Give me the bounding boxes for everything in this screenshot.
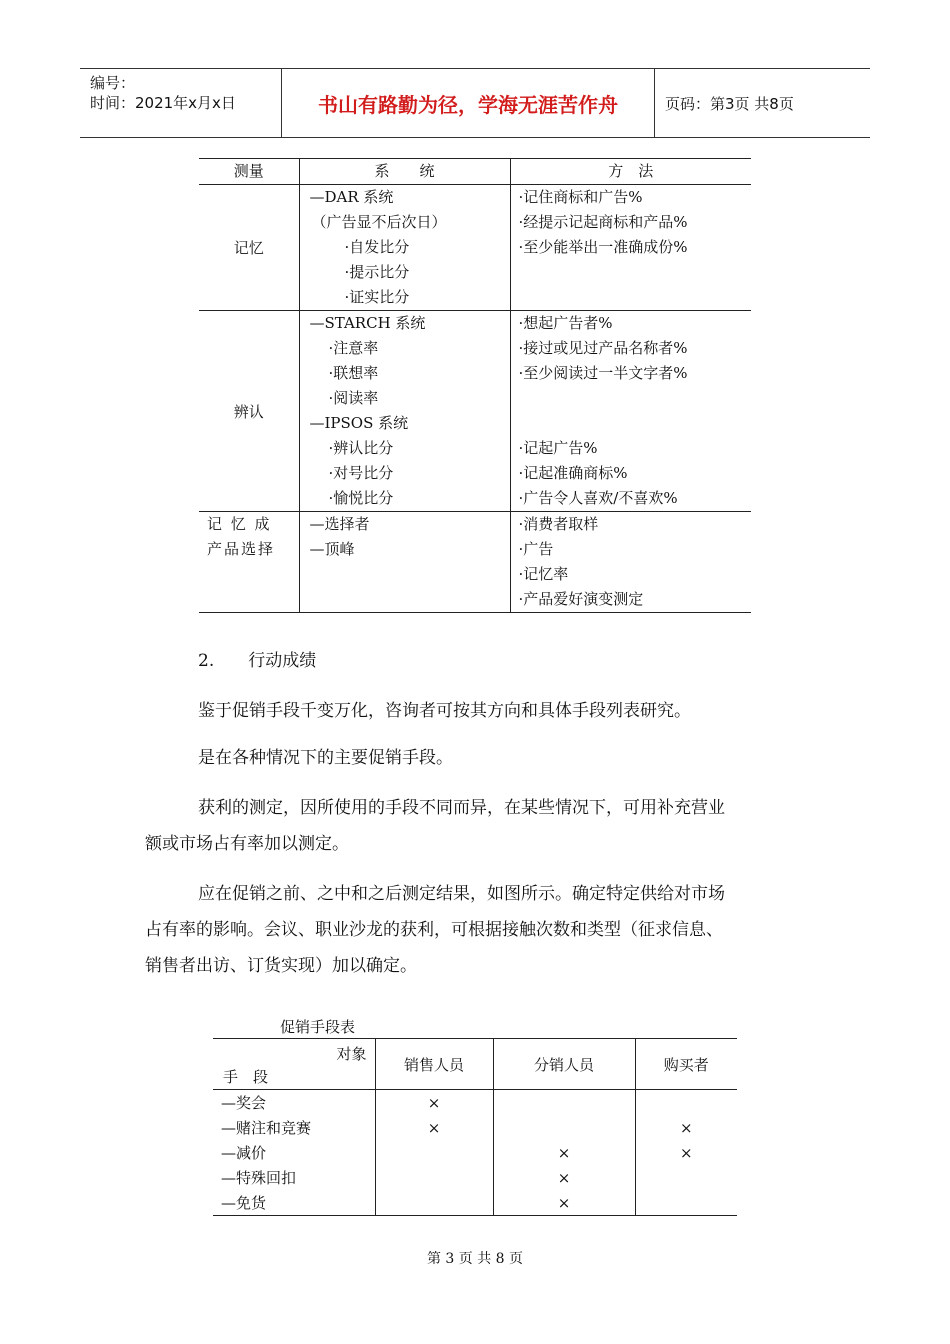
mark-cell: × — [375, 1115, 493, 1140]
measure-cell: 记 忆 成 产品选择 — [199, 512, 299, 613]
col-header-measure: 测量 — [199, 159, 299, 185]
system-line: ·阅读率 — [313, 389, 379, 407]
paragraph-3-line-1: 获利的测定，因所使用的手段不同而异，在某些情况下，可用补充营业 — [198, 798, 725, 818]
method-line: ·消费者取样 — [518, 515, 599, 533]
method-line: ·广告 — [518, 540, 554, 558]
paragraph-4-line-3: 销售者出访、订货实现）加以确定。 — [145, 956, 417, 976]
method-line: ·记起准确商标% — [518, 464, 628, 482]
method-line: ·记起广告% — [518, 439, 598, 457]
system-line: ·自发比分 — [329, 238, 410, 256]
mark-cell — [375, 1140, 493, 1165]
method-line — [519, 260, 752, 285]
mark-cell: × — [493, 1190, 635, 1216]
system-line: ·愉悦比分 — [313, 489, 394, 507]
system-line: （广告显不后次日） — [311, 213, 447, 231]
system-line: ·证实比分 — [329, 288, 410, 306]
row-label: —特殊回扣 — [221, 1169, 297, 1187]
mark-cell: × — [493, 1165, 635, 1190]
system-line: —顶峰 — [309, 540, 355, 558]
measure-cell: 辨认 — [199, 311, 299, 512]
method-line — [519, 285, 752, 310]
system-line: —DAR 系统 — [309, 188, 394, 206]
system-cell — [299, 512, 510, 613]
system-line: —IPSOS 系统 — [309, 414, 409, 432]
mark-cell: × — [493, 1140, 635, 1165]
header-meta — [80, 69, 282, 137]
paragraph-3-line-2: 额或市场占有率加以测定。 — [145, 834, 349, 854]
system-line: —STARCH 系统 — [309, 314, 426, 332]
method-line: ·广告令人喜欢/不喜欢% — [518, 489, 678, 507]
mark-cell — [375, 1165, 493, 1190]
mark-cell — [493, 1115, 635, 1140]
system-line: ·对号比分 — [313, 464, 394, 482]
method-cell — [510, 311, 751, 512]
system-line: ·联想率 — [313, 364, 379, 382]
mark-cell — [493, 1090, 635, 1116]
method-cell — [510, 185, 751, 311]
paragraph-1: 鉴于促销手段千变万化，咨询者可按其方向和具体手段列表研究。 — [198, 701, 691, 721]
paragraph-2: 是在各种情况下的主要促销手段。 — [198, 748, 453, 768]
col-header-buyer: 购买者 — [635, 1039, 737, 1090]
corner-top-label: 对象 — [336, 1045, 367, 1063]
page-header — [80, 68, 870, 138]
mark-cell: × — [375, 1090, 493, 1116]
col-header-sales: 销售人员 — [375, 1039, 493, 1090]
row-label: —免货 — [213, 1190, 375, 1216]
system-cell — [299, 185, 510, 311]
row-label: —减价 — [221, 1144, 267, 1162]
col-header-system: 系 统 — [299, 159, 510, 185]
system-cell — [299, 311, 510, 512]
method-line: ·经提示记起商标和产品% — [518, 213, 688, 231]
header-motto: 书山有路勤为径，学海无涯苦作舟 — [282, 69, 655, 137]
number-label: 编号： — [90, 74, 136, 92]
system-line — [310, 587, 510, 612]
mark-cell — [375, 1190, 493, 1216]
row-label: —赌注和竞赛 — [221, 1119, 312, 1137]
method-line: ·产品爱好演变测定 — [518, 590, 644, 608]
measure-cell: 记忆 — [199, 185, 299, 311]
mark-cell — [635, 1190, 737, 1216]
promotion-table — [213, 1038, 737, 1216]
measurement-table — [199, 158, 751, 613]
system-line: ·提示比分 — [329, 263, 410, 281]
system-line — [310, 562, 510, 587]
system-line: ·辨认比分 — [313, 439, 394, 457]
method-line — [519, 411, 752, 436]
method-line: ·记忆率 — [518, 565, 569, 583]
paragraph-4-line-2: 占有率的影响。会议、职业沙龙的获利，可根据接触次数和类型（征求信息、 — [145, 920, 723, 940]
corner-bottom-label: 手 段 — [223, 1068, 269, 1086]
method-line: ·接过或见过产品名称者% — [518, 339, 688, 357]
method-cell — [510, 512, 751, 613]
corner-cell — [213, 1039, 375, 1090]
page-footer: 第 3 页 共 8 页 — [426, 1251, 524, 1267]
col-header-distributor: 分销人员 — [493, 1039, 635, 1090]
mark-cell — [635, 1165, 737, 1190]
method-line: ·想起广告者% — [518, 314, 613, 332]
method-line — [519, 386, 752, 411]
method-line: ·至少能举出一准确成份% — [518, 238, 688, 256]
paragraph-4-line-1: 应在促销之前、之中和之后测定结果，如图所示。确定特定供给对市场 — [198, 884, 725, 904]
row-label: —奖会 — [221, 1094, 267, 1112]
section-heading: 2. 行动成绩 — [198, 651, 317, 671]
mark-cell: × — [635, 1140, 737, 1165]
mark-cell: × — [635, 1115, 737, 1140]
header-page-label: 页码：第3页 共8页 — [665, 94, 794, 113]
system-line: —选择者 — [309, 515, 370, 533]
method-line: ·至少阅读过一半文字者% — [518, 364, 688, 382]
time-label: 时间：2021年x月x日 — [90, 94, 236, 112]
system-line: ·注意率 — [313, 339, 379, 357]
col-header-method: 方 法 — [510, 159, 751, 185]
table-caption: 促销手段表 — [280, 1018, 356, 1036]
mark-cell — [635, 1090, 737, 1116]
method-line: ·记住商标和广告% — [518, 188, 643, 206]
